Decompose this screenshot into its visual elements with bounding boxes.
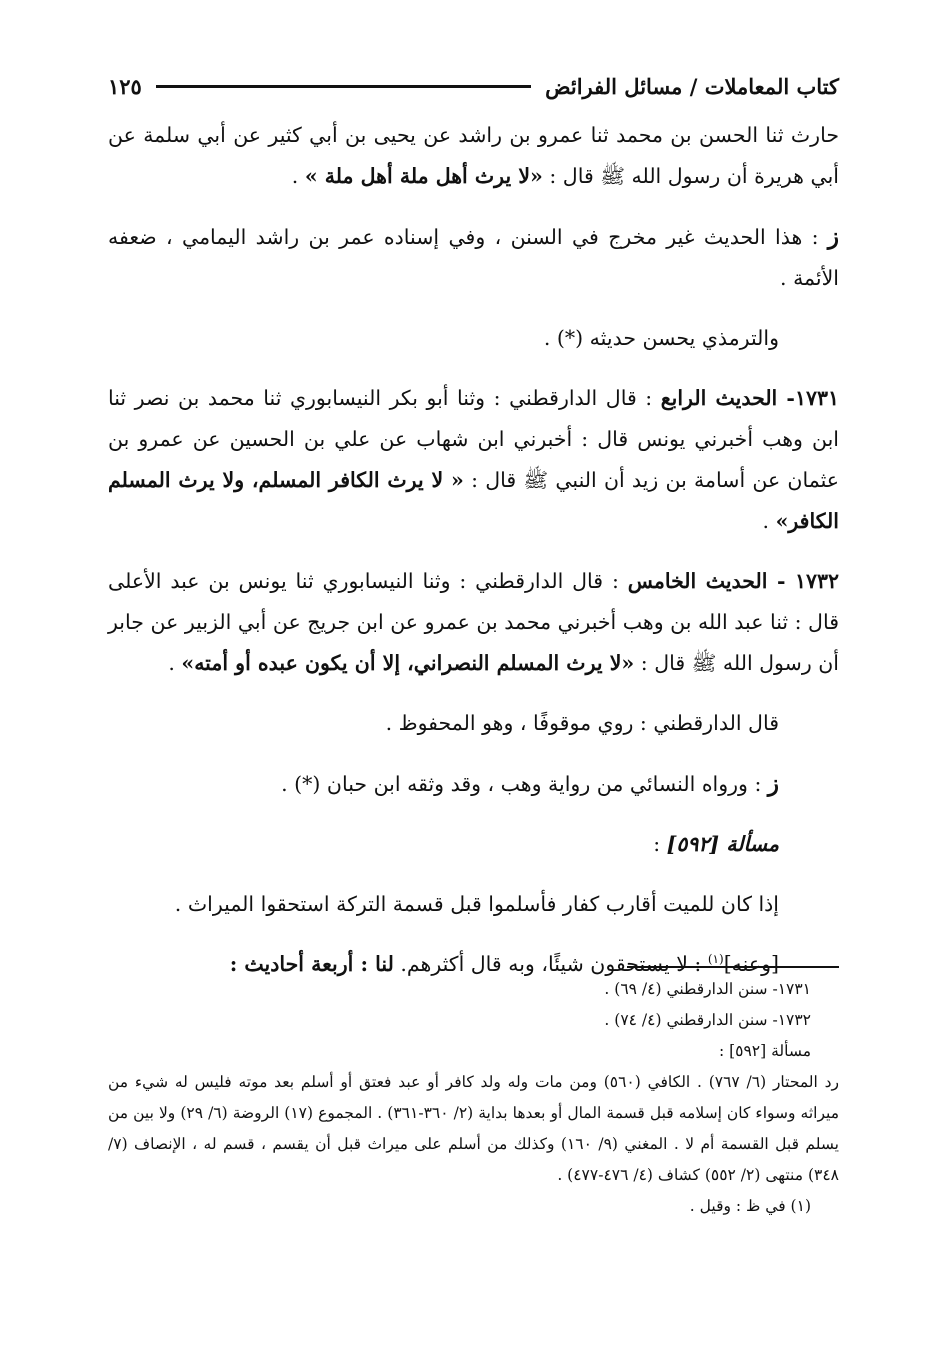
running-title: كتاب المعاملات / مسائل الفرائض <box>545 73 839 99</box>
paragraph-tirmidhi: والترمذي يحسن حديثه (*) . <box>543 326 779 350</box>
header-rule <box>156 85 531 88</box>
hadith-number: ١٧٣٢ - الحديث الخامس <box>627 569 839 593</box>
footnote-ref: (١) <box>707 952 724 967</box>
paragraph-opposing-view: [وعنه]$^{(١)}$ : لا يستحقون شيئًا، وبه قال أكثرهم. لنا : أربعة أحاديث : <box>229 952 779 976</box>
footnote-issue-body: رد المحتار (٦/ ٧٦٧) . الكافي (٥٦٠) ومن مات وله ولد كافر أو عبد فعتق أو أسلم بعد موته فليس له شيء من ميراثه وسواء كان إسلامه قبل قسمة المال أو بعدها بداية (٢/ ٣٦٠-٣٦١) . المجموع (١٧) الروضة (٦/ ٢٩) ولا بين من يسلم قبل القسمة أم لا . المغني (٩/ ١٦٠) وكذلك من أسلم على ميراث قبل أن يقسم ، قسم له ، الإنصاف (٧/ ٣٤٨) منتهى (٢/ ٥٥٢) كشاف (٤/ ٤٧٦-٤٧٧) . <box>108 1073 840 1184</box>
main-text <box>108 115 839 985</box>
footnote-issue-heading: مسألة [٥٩٢] : <box>718 1042 811 1060</box>
hadith-number: ١٧٣١- الحديث الرابع <box>660 386 839 410</box>
commentary-marker: ز <box>767 770 779 797</box>
paragraph-hadith-1732: ١٧٣٢ - الحديث الخامس : قال الدارقطني : وثنا النيسابوري ثنا يونس بن عبد الأعلى قال : ثنا عبد الله بن وهب أخبرني محمد بن عمرو عن ابن جريج عن أبي الزبير عن جابر أن رسول الله ﷺ قال : «لا يرث المسلم النصراني، إلا أن يكون عبده أو أمته» . <box>108 569 839 675</box>
paragraph-hadith-continuation: حارث ثنا الحسن بن محمد ثنا عمرو بن راشد عن يحيى بن أبي كثير عن أبي سلمة عن أبي هريرة أن رسول الله ﷺ قال : «لا يرث أهل ملة أهل ملة » . <box>108 123 839 188</box>
hadith-quote: «لا يرث أهل ملة أهل ملة » <box>304 164 543 188</box>
paragraph-issue-statement: إذا كان للميت أقارب كفار فأسلموا قبل قسمة التركة استحقوا الميراث . <box>174 892 779 916</box>
hadith-quote: « لا يرث الكافر المسلم، ولا يرث المسلم الكافر» <box>108 468 839 533</box>
paragraph-daraqutni-note: قال الدارقطني : روي موقوفًا ، وهو المحفوظ . <box>385 711 779 735</box>
page-number: ١٢٥ <box>108 73 142 99</box>
paragraph-commentary: ز : هذا الحديث غير مخرج في السنن ، وفي إسناده عمر بن راشد اليمامي ، ضعفه الأئمة . <box>108 223 839 290</box>
paragraph-commentary-2: ز : ورواه النسائي من رواية وهب ، وقد وثقه ابن حبان (*) . <box>281 770 779 797</box>
footnote-1732: ١٧٣٢- سنن الدارقطني (٤/ ٧٤) . <box>604 1011 811 1029</box>
hadith-quote: «لا يرث المسلم النصراني، إلا أن يكون عبده أو أمته» <box>181 651 635 675</box>
evidence-intro: لنا : أربعة أحاديث : <box>229 952 394 976</box>
footnote-1: (١) في ظ : وقيل . <box>689 1197 811 1215</box>
footnotes <box>108 974 839 1222</box>
commentary-marker: ز <box>827 223 839 250</box>
issue-title: مسألة [٥٩٢] <box>666 832 779 856</box>
issue-heading: مسألة [٥٩٢] : <box>653 832 779 856</box>
page-header <box>108 66 839 106</box>
footnote-1731: ١٧٣١- سنن الدارقطني (٤/ ٦٩) . <box>604 980 811 998</box>
paragraph-hadith-1731: ١٧٣١- الحديث الرابع : قال الدارقطني : وثنا أبو بكر النيسابوري ثنا محمد بن نصر ثنا ابن وهب أخبرني يونس قال : أخبرني ابن شهاب عن علي بن الحسين عن عمرو بن عثمان عن أسامة بن زيد أن النبي ﷺ قال : « لا يرث الكافر المسلم، ولا يرث المسلم الكافر» . <box>108 386 839 533</box>
footnote-rule <box>627 966 839 968</box>
